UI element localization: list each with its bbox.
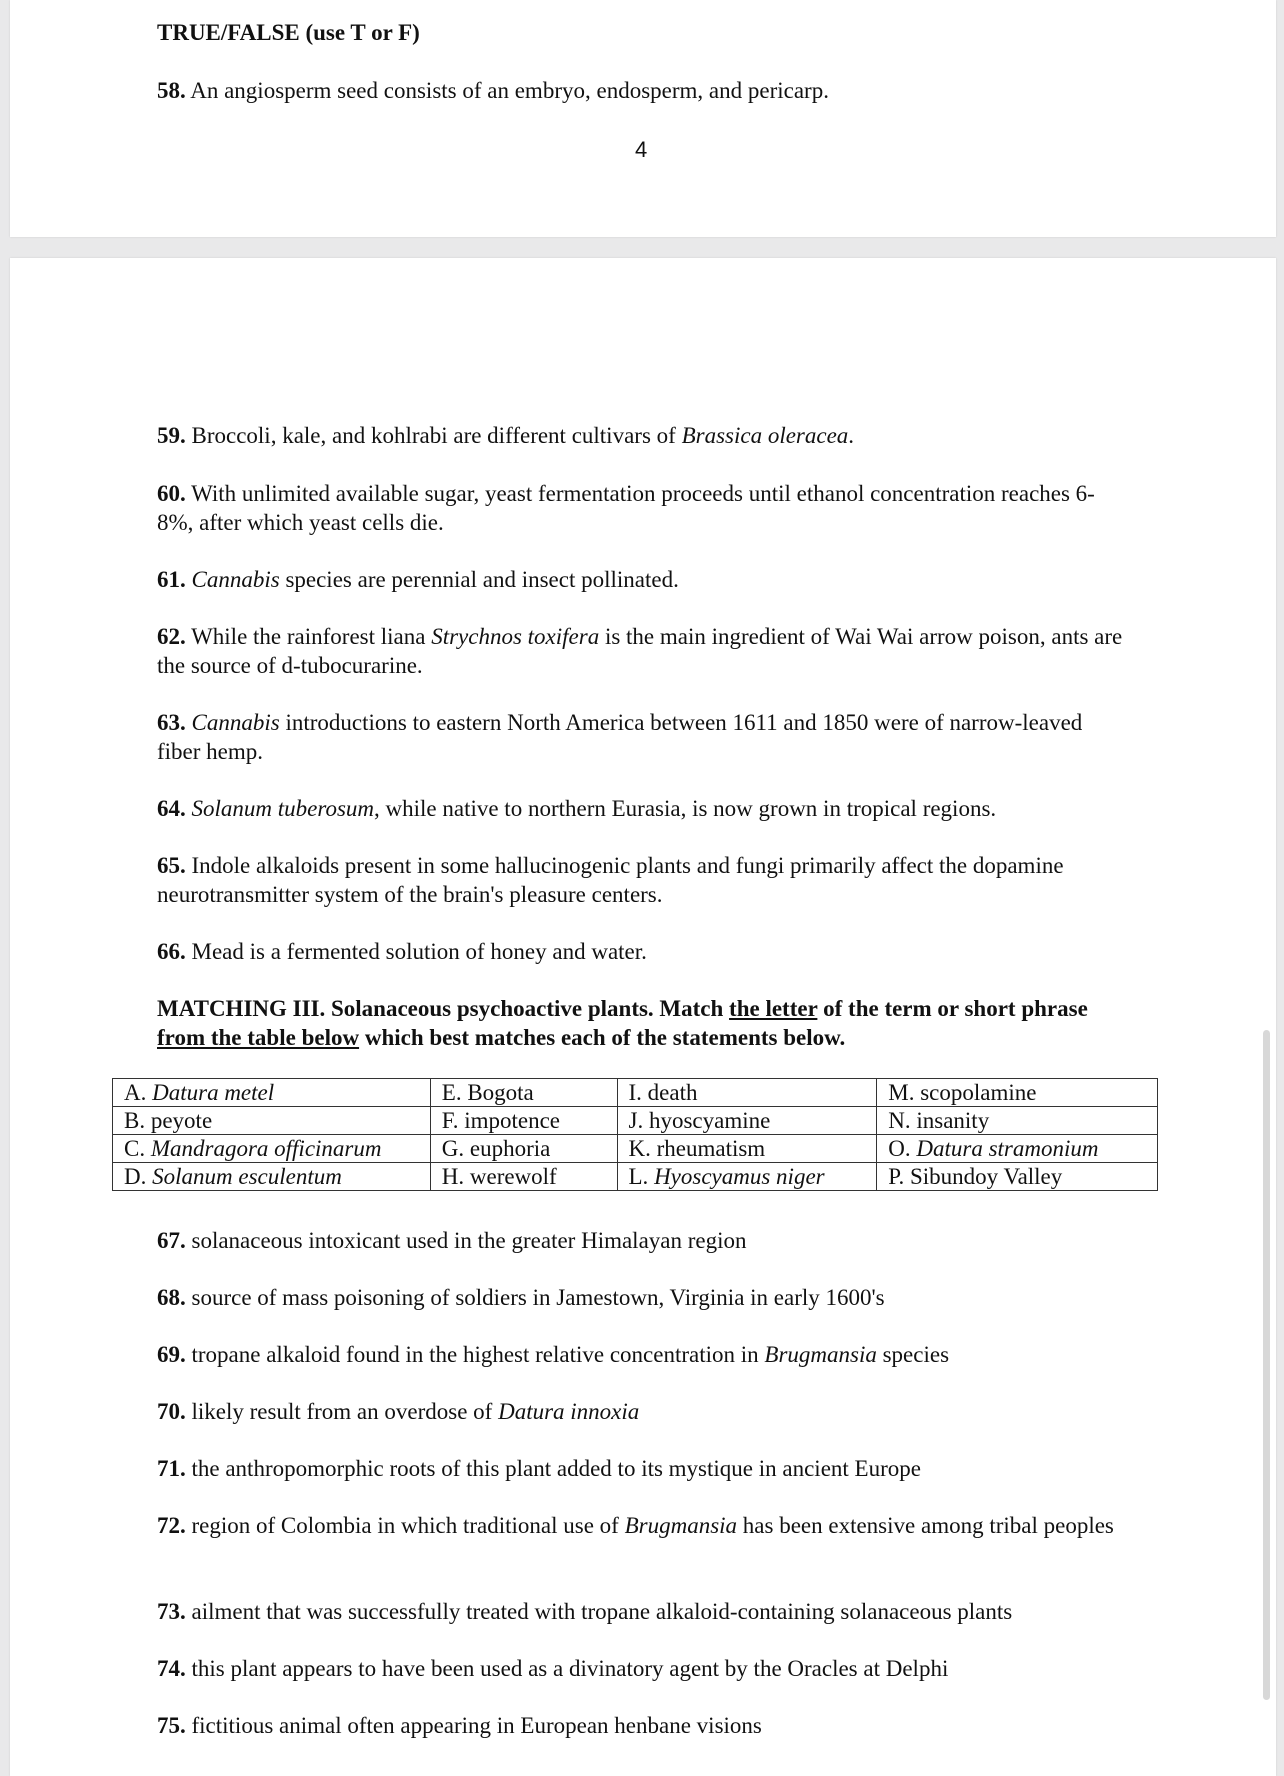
matching-table <box>112 1078 1158 1191</box>
page-1 <box>10 0 1276 237</box>
question-64 <box>157 794 1137 823</box>
text-span: , while native to northern Eurasia, is now grown in tropical regions. <box>374 796 997 821</box>
text-span: species are perennial and insect pollinated. <box>279 567 679 592</box>
text-span: of the term or short phrase <box>817 996 1088 1021</box>
text-span: source of mass poisoning of soldiers in Jamestown, Virginia in early 1600's <box>185 1285 885 1310</box>
text-span: 68. <box>157 1285 186 1310</box>
page-number: 4 <box>635 137 648 162</box>
text-span: Datura stramonium <box>916 1136 1099 1161</box>
text-span: ailment that was successfully treated with tropane alkaloid-containing solanaceous plants <box>185 1599 1013 1624</box>
text-span: 59. <box>157 423 186 448</box>
text-span: 63. <box>157 710 186 735</box>
table-cell <box>617 1163 877 1191</box>
text-span: 73. <box>157 1599 186 1624</box>
table-row <box>113 1107 1158 1135</box>
table-cell: K. rheumatism <box>617 1135 877 1163</box>
text-span: . <box>848 423 855 448</box>
table-cell: M. scopolamine <box>877 1079 1158 1107</box>
table-cell: J. hyoscyamine <box>617 1107 877 1135</box>
table-cell: I. death <box>617 1079 877 1107</box>
text-span: Brugmansia <box>764 1342 877 1367</box>
text-span: Cannabis <box>185 567 280 592</box>
text-span: region of Colombia in which traditional use of <box>185 1513 625 1538</box>
text-span: O. <box>888 1136 917 1161</box>
table-cell: H. werewolf <box>430 1163 617 1191</box>
text-span: While the rainforest liana <box>185 624 432 649</box>
text-span: 67. <box>157 1228 186 1253</box>
section-heading-true-false: TRUE/FALSE (use T or F) <box>157 20 420 45</box>
table-cell <box>113 1163 431 1191</box>
scrollbar[interactable] <box>1263 1030 1270 1700</box>
statement-74 <box>157 1654 1137 1683</box>
text-span: 64. <box>157 796 186 821</box>
text-span: Indole alkaloids present in some hallucinogenic plants and fungi primarily affect the dopamine neurotransmitter system of the brain's pleasure centers. <box>157 853 1064 907</box>
table-cell: F. impotence <box>430 1107 617 1135</box>
table-row <box>113 1163 1158 1191</box>
text-span: this plant appears to have been used as a divinatory agent by the Oracles at Delphi <box>185 1656 949 1681</box>
matching-instructions <box>157 994 1117 1052</box>
text-span: Strychnos toxifera <box>431 624 600 649</box>
text-span: is the main ingredient of Wai Wai arrow poison, ants are the source of d-tubocurarine. <box>157 624 1123 678</box>
text-span: 74. <box>157 1656 186 1681</box>
table-cell: G. euphoria <box>430 1135 617 1163</box>
table-cell <box>877 1135 1158 1163</box>
table-cell: P. Sibundoy Valley <box>877 1163 1158 1191</box>
text-span: L. <box>628 1164 655 1189</box>
text-span: Hyoscyamus niger <box>654 1164 825 1189</box>
text-span: 60. <box>157 481 186 506</box>
table-cell: N. insanity <box>877 1107 1158 1135</box>
statement-72 <box>157 1511 1142 1540</box>
table-cell: E. Bogota <box>430 1079 617 1107</box>
statement-69 <box>157 1340 1137 1369</box>
question-66 <box>157 937 1137 966</box>
text-span: Mandragora officinarum <box>150 1136 382 1161</box>
text-span: 61. <box>157 567 186 592</box>
text-span: has been extensive among tribal peoples <box>737 1513 1114 1538</box>
text-span: species <box>876 1342 950 1367</box>
text-span: Datura metel <box>152 1080 275 1105</box>
statement-67 <box>157 1226 1137 1255</box>
text-span: 69. <box>157 1342 186 1367</box>
text-span: Solanum tuberosum <box>185 796 375 821</box>
statement-73 <box>157 1597 1137 1626</box>
question-65 <box>157 851 1067 909</box>
text-span: Broccoli, kale, and kohlrabi are different cultivars of <box>185 423 682 448</box>
page-2 <box>10 258 1276 1776</box>
text-span: 71. <box>157 1456 186 1481</box>
text-span: the anthropomorphic roots of this plant added to its mystique in ancient Europe <box>185 1456 921 1481</box>
text-span: Solanum esculentum <box>152 1164 342 1189</box>
statement-75 <box>157 1711 1137 1740</box>
text-span: With unlimited available sugar, yeast fermentation proceeds until ethanol concentration reaches 6-8%, after which yeast cells die. <box>157 481 1095 535</box>
text-span: 58. <box>157 78 186 103</box>
text-span: Brugmansia <box>624 1513 738 1538</box>
text-span: MATCHING III. Solanaceous psychoactive plants. Match <box>157 996 730 1021</box>
text-span: the letter <box>729 996 818 1021</box>
text-span: 70. <box>157 1399 186 1424</box>
text-span: A. <box>124 1080 153 1105</box>
text-span: C. <box>124 1136 151 1161</box>
text-span: 66. <box>157 939 186 964</box>
text-span: Cannabis <box>185 710 280 735</box>
text-span: 72. <box>157 1513 186 1538</box>
table-cell <box>113 1135 431 1163</box>
question-62 <box>157 622 1147 680</box>
table-row <box>113 1079 1158 1107</box>
question-58 <box>157 76 1137 105</box>
text-span: which best matches each of the statements below. <box>359 1025 846 1050</box>
statement-68 <box>157 1283 1137 1312</box>
table-row <box>113 1135 1158 1163</box>
text-span: 62. <box>157 624 186 649</box>
text-span: D. <box>124 1164 153 1189</box>
statement-71 <box>157 1454 1137 1483</box>
text-span: Datura innoxia <box>498 1399 640 1424</box>
question-60 <box>157 479 1097 537</box>
question-63 <box>157 708 1117 766</box>
table-cell: B. peyote <box>113 1107 431 1135</box>
text-span: 75. <box>157 1713 186 1738</box>
text-span: solanaceous intoxicant used in the greater Himalayan region <box>185 1228 747 1253</box>
text-span: 65. <box>157 853 186 878</box>
text-span: likely result from an overdose of <box>185 1399 499 1424</box>
table-cell <box>113 1079 431 1107</box>
text-span: tropane alkaloid found in the highest relative concentration in <box>185 1342 765 1367</box>
text-span: fictitious animal often appearing in European henbane visions <box>185 1713 762 1738</box>
text-span: Brassica oleracea <box>681 423 849 448</box>
text-span: Mead is a fermented solution of honey and water. <box>185 939 647 964</box>
text-span: introductions to eastern North America between 1611 and 1850 were of narrow-leaved fiber hemp. <box>157 710 1083 764</box>
text-span: An angiosperm seed consists of an embryo, endosperm, and pericarp. <box>185 78 829 103</box>
statement-70 <box>157 1397 1137 1426</box>
text-span: from the table below <box>157 1025 360 1050</box>
question-61 <box>157 565 1137 594</box>
question-59 <box>157 421 1137 450</box>
